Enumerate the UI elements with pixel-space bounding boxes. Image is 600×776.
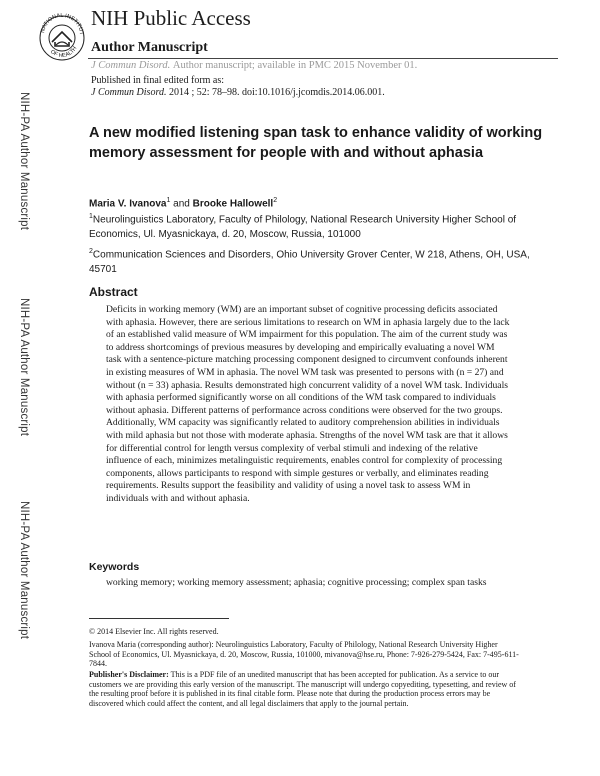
header-availability: Author manuscript; available in PMC 2015 November 01. <box>172 60 418 71</box>
svg-text:NATIONAL INSTITUTES <box>38 5 84 36</box>
header-rule <box>88 58 558 59</box>
side-label-nihpa: NIH-PA Author Manuscript <box>18 92 30 231</box>
nih-public-access-title: NIH Public Access <box>91 6 251 30</box>
corresponding-author-note: Ivanova Maria (corresponding author): Neurolinguistics Laboratory, Faculty of Philology, National Research University Higher School of Economics, Ul. Myasnickaya, d. 20, Moscow, Russia, 101000, mivanova@hse.ru, Phone: 7-926-279-5424, Fax: 7-495-611-7844. <box>89 640 519 669</box>
article-title: A new modified listening span task to enhance validity of working memory assessment for people with and without aphasia <box>89 125 543 161</box>
affiliation-mark: 2 <box>89 248 93 255</box>
author-name: Brooke Hallowell <box>192 198 274 210</box>
disclaimer-label: Publisher's Disclaimer: <box>89 670 169 679</box>
affiliation-mark: 1 <box>89 213 93 220</box>
author-name: Maria V. Ivanova <box>89 198 167 210</box>
abstract-body: Deficits in working memory (WM) are an important subset of cognitive processing deficits associated with aphasia. However, there are serious limitations to research on WM in aphasia largely due to the lack of an established valid measure of WM impairment for this population. The aim of the current study was to address shortcomings of previous measures by developing and empirically evaluating a novel WM task with a sentence-picture matching processing component designed to circumvent confounds inherent in existing measures of WM in aphasia. The novel WM task was presented to persons with (n = 27) and without (n = 33) aphasia. Results demonstrated high concurrent validity of a novel WM task. Individuals with aphasia performed significantly worse on all conditions of the WM task compared to individuals without aphasia. Different patterns of performance across conditions were observed for the two groups. Additionally, WM capacity was significantly related to auditory comprehension abilities in individuals with mild aphasia but not those with moderate aphasia. Strengths of the novel WM task are that it allows for differential control for length versus complexity of verbal stimuli and indexing of the relative influence of each, minimizes metalinguistic requirements, enables control for complexity of processing components, allows participants to respond with simple gestures or verbally, and eliminates reading requirements. Results support the feasibility and validity of using a novel task to assess WM in individuals with and without aphasia. <box>106 304 510 504</box>
affiliation <box>89 244 559 277</box>
author-affiliation-mark: 1 <box>166 197 171 204</box>
header-journal-line <box>91 60 417 71</box>
published-form-label: Published in final edited form as: <box>91 75 225 86</box>
header-journal-abbrev: J Commun Disord. <box>91 60 171 71</box>
side-label-nihpa: NIH-PA Author Manuscript <box>18 501 30 640</box>
keywords-list: working memory; working memory assessment; aphasia; cognitive processing; complex span tasks <box>106 577 487 588</box>
keywords-heading: Keywords <box>89 561 140 573</box>
disclaimer-text: This is a PDF file of an unedited manuscript that has been accepted for publication. As a service to our customers we are providing this early version of the manuscript. The manuscript will undergo copyediting, typesetting, and review of the resulting proof before it is published in its final citable form. Please note that during the production process errors may be discovered which could affect the content, and all legal disclaimers that apply to the journal pertain. <box>89 670 516 709</box>
citation-journal: J Commun Disord. <box>91 87 167 98</box>
nih-seal-logo <box>38 5 86 69</box>
affiliation-text: Neurolinguistics Laboratory, Faculty of Philology, National Research University Higher School of Economics, Ul. Myasnickaya, d. 20, Moscow, Russia, 101000 <box>89 214 517 241</box>
side-label-nihpa: NIH-PA Author Manuscript <box>18 298 30 437</box>
affiliation <box>89 209 559 242</box>
citation-details: 2014 ; 52: 78–98. doi:10.1016/j.jcomdis.2014.06.001. <box>168 87 385 98</box>
author-list <box>89 197 277 209</box>
author-affiliation-mark: 2 <box>273 197 278 204</box>
affiliation-text: Communication Sciences and Disorders, Ohio University Grover Center, W 218, Athens, OH, USA, 45701 <box>89 249 530 276</box>
seal-ring-text-bottom: OF HEALTH <box>49 45 79 60</box>
copyright-notice: © 2014 Elsevier Inc. All rights reserved. <box>89 627 219 636</box>
author-conjunction: and <box>173 198 190 210</box>
publication-citation <box>91 87 385 98</box>
author-manuscript-label: Author Manuscript <box>91 40 208 55</box>
abstract-heading: Abstract <box>89 285 138 299</box>
footnote-rule <box>89 618 229 619</box>
seal-ring-text-top: NATIONAL INSTITUT <box>40 12 85 36</box>
publisher-disclaimer <box>89 670 519 709</box>
